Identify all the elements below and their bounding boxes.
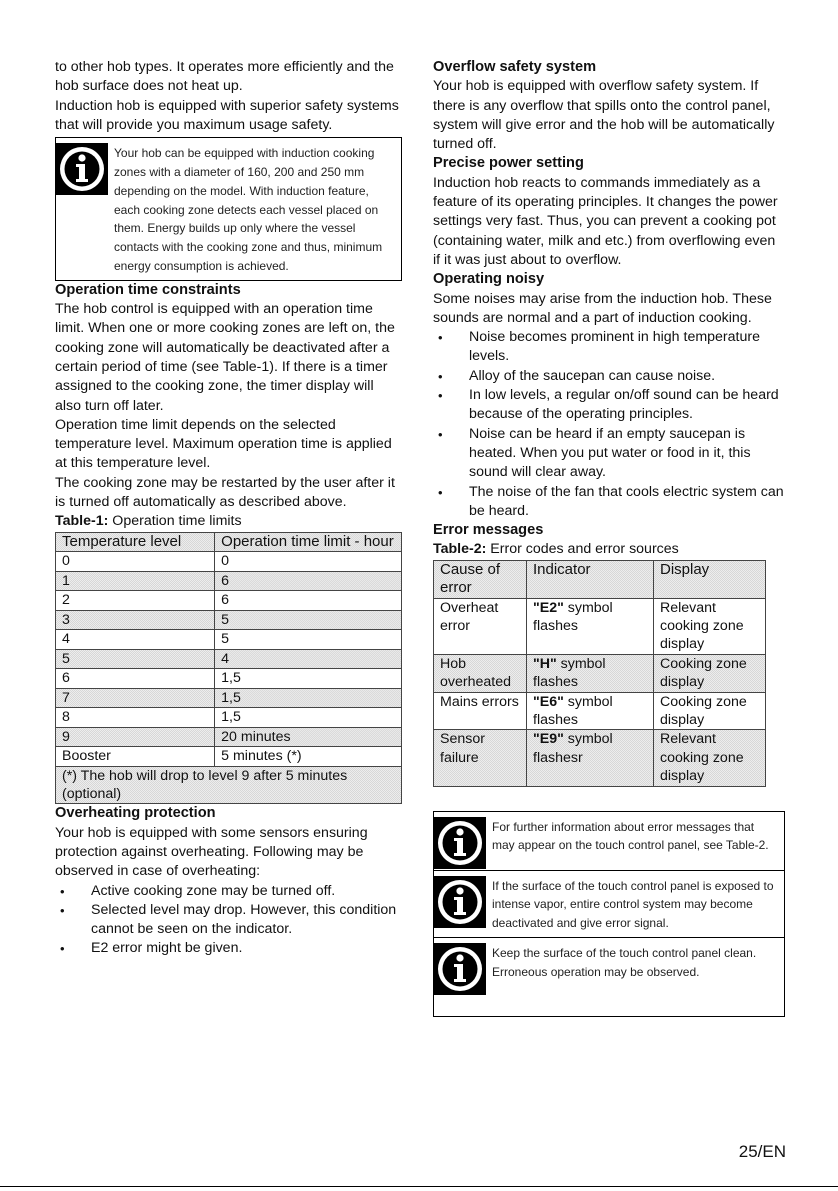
heading-operation-time: Operation time constraints <box>55 281 241 298</box>
list-item: • Selected level may drop. However, this condition cannot be seen on the indicator. <box>55 901 402 940</box>
noisy-list <box>433 328 785 521</box>
table-cell-indicator <box>527 730 654 786</box>
overheat-list <box>55 882 402 959</box>
right-column <box>433 58 785 1017</box>
info-box-error-messages <box>434 812 784 871</box>
info-icon <box>56 143 108 195</box>
table-cell: 8 <box>56 708 215 728</box>
list-item: • In low levels, a regular on/off sound can be heard because of the operating principles. <box>433 386 785 425</box>
table2-header-indicator: Indicator <box>527 560 654 598</box>
table-cell-cause: Overheat error <box>434 598 527 654</box>
error-code: "H" <box>533 655 557 672</box>
heading-error-messages: Error messages <box>433 522 544 539</box>
table-row <box>434 654 766 692</box>
heading-overheating: Overheating protection <box>55 805 216 822</box>
table-cell: 0 <box>56 552 215 572</box>
table-row <box>56 630 402 650</box>
indicator-text: symbol flashes <box>533 599 613 634</box>
table-cell: 0 <box>215 552 402 572</box>
table-cell: 1 <box>56 571 215 591</box>
table-row <box>56 571 402 591</box>
table-operation-time-limits <box>55 532 402 805</box>
table-cell: 4 <box>215 649 402 669</box>
indicator-text: symbol flashes <box>533 655 606 691</box>
overflow-paragraph: Your hob is equipped with overflow safety system. If there is any overflow that spills onto the control panel, system will give error and the hob will be automatically turned off. <box>433 78 775 153</box>
table-row <box>56 649 402 669</box>
table-row <box>56 727 402 747</box>
table-cell: 6 <box>215 591 402 611</box>
table-cell: 7 <box>56 688 215 708</box>
info-box-induction <box>55 137 402 281</box>
heading-overflow: Overflow safety system <box>433 59 597 75</box>
table-cell: 20 minutes <box>215 727 402 747</box>
info-text-error-messages: For further information about error messages that may appear on the touch control panel, see Table-2. <box>492 819 769 853</box>
table-row <box>434 598 766 654</box>
table1-header-level: Temperature level <box>56 532 215 551</box>
info-icon <box>434 817 486 869</box>
table2-header-display: Display <box>654 560 766 598</box>
info-text-clean-surface: Keep the surface of the touch control panel clean. Erroneous operation may be observed. <box>492 945 757 979</box>
info-box-clean-surface <box>434 938 784 1016</box>
list-item: • E2 error might be given. <box>55 939 402 958</box>
left-column <box>55 58 402 959</box>
table-cell: Booster <box>56 747 215 767</box>
table2-header-cause: Cause of error <box>434 560 527 598</box>
info-box-vapor <box>434 871 784 938</box>
page-number: 25/EN <box>738 1142 786 1161</box>
list-item: • Active cooking zone may be turned off. <box>55 882 402 901</box>
table-cell-display: Cooking zone display <box>654 654 766 692</box>
table-cell: 5 <box>215 610 402 630</box>
table-row <box>56 708 402 728</box>
error-code: "E2" <box>533 599 564 616</box>
table-cell: 5 <box>215 630 402 650</box>
table-row <box>56 610 402 630</box>
table-error-codes <box>433 560 766 787</box>
table-cell: 1,5 <box>215 688 402 708</box>
list-item: • Alloy of the saucepan can cause noise. <box>433 367 785 386</box>
indicator-text: symbol flashes <box>533 693 613 728</box>
table-cell-cause: Hob overheated <box>434 654 527 692</box>
table-cell-display: Relevant cooking zone display <box>654 730 766 786</box>
error-code: "E6" <box>533 693 564 710</box>
table1-header-limit: Operation time limit - hour <box>215 532 402 551</box>
op-time-paragraph-1: The hob control is equipped with an operation time limit. When one or more cooking zones are left on, the cooking zone will automatically be deactivated after a certain period of time (see Table-1). If there is a timer assigned to the cooking zone, the timer display will also turn off later. <box>55 301 395 414</box>
info-box-group <box>433 811 785 1017</box>
table-cell: 6 <box>56 669 215 689</box>
table-cell-cause: Mains errors <box>434 692 527 730</box>
table-row <box>56 552 402 572</box>
bottom-rule <box>0 1186 838 1187</box>
table-cell-cause: Sensor failure <box>434 730 527 786</box>
table2-caption: Table-2: Error codes and error sources <box>433 541 679 558</box>
table-cell: 1,5 <box>215 669 402 689</box>
table-cell: 3 <box>56 610 215 630</box>
intro-paragraph-1: to other hob types. It operates more efficiently and the hob surface does not heat up. <box>55 59 394 95</box>
info-icon <box>434 876 486 928</box>
precise-paragraph: Induction hob reacts to commands immediately as a feature of its operating principles. It changes the power settings very fast. Thus, you can prevent a cooking pot (containing water, milk and etc.) from overflowing even if it was just about to overflow. <box>433 174 778 268</box>
table-cell-indicator <box>527 692 654 730</box>
table-cell: 1,5 <box>215 708 402 728</box>
table-cell: 5 minutes (*) <box>215 747 402 767</box>
table-cell: 4 <box>56 630 215 650</box>
table-row <box>56 688 402 708</box>
overheat-paragraph: Your hob is equipped with some sensors ensuring protection against overheating. Following may be observed in case of overheating: <box>55 824 368 880</box>
noisy-paragraph: Some noises may arise from the induction hob. These sounds are normal and a part of induction cooking. <box>433 290 772 326</box>
list-item: • Noise can be heard if an empty saucepan is heated. When you put water or food in it, this sound will clear away. <box>433 425 785 483</box>
intro-paragraph-2: Induction hob is equipped with superior safety systems that will provide you maximum usage safety. <box>55 97 399 133</box>
table-cell-indicator <box>527 654 654 692</box>
table-cell-display: Cooking zone display <box>654 692 766 730</box>
indicator-text: symbol flashesr <box>533 731 613 766</box>
op-time-paragraph-3: The cooking zone may be restarted by the user after it is turned off automatically as described above. <box>55 474 395 511</box>
heading-precise-power: Precise power setting <box>433 155 584 172</box>
table-cell: 6 <box>215 571 402 591</box>
info-icon <box>434 943 486 995</box>
heading-operating-noisy: Operating noisy <box>433 271 545 288</box>
list-item: • Noise becomes prominent in high temperature levels. <box>433 328 785 367</box>
table1-caption: Table-1: Operation time limits <box>55 513 242 530</box>
table-row <box>434 692 766 730</box>
table-cell: 5 <box>56 649 215 669</box>
table-cell-indicator <box>527 598 654 654</box>
info-text-induction: Your hob can be equipped with induction cooking zones with a diameter of 160, 200 and 250 mm depending on the model. With induction feature, each cooking zone detects each vessel placed on them. Energy builds up only where the vessel contacts with the cooking zone and thus, minimum energy consumption is achieved. <box>114 146 383 273</box>
op-time-paragraph-2: Operation time limit depends on the selected temperature level. Maximum operation time is applied at this temperature level. <box>55 416 392 472</box>
table1-footnote: (*) The hob will drop to level 9 after 5 minutes (optional) <box>56 766 402 804</box>
table-row <box>56 747 402 767</box>
table-cell-display: Relevant cooking zone display <box>654 598 766 654</box>
list-item: • The noise of the fan that cools electric system can be heard. <box>433 483 785 522</box>
table-cell: 2 <box>56 591 215 611</box>
table-cell: 9 <box>56 727 215 747</box>
table-row <box>56 591 402 611</box>
info-text-vapor: If the surface of the touch control panel is exposed to intense vapor, entire control system may become deactivated and give error signal. <box>492 878 774 931</box>
table-row <box>434 730 766 786</box>
error-code: "E9" <box>533 731 564 748</box>
table-row <box>56 669 402 689</box>
